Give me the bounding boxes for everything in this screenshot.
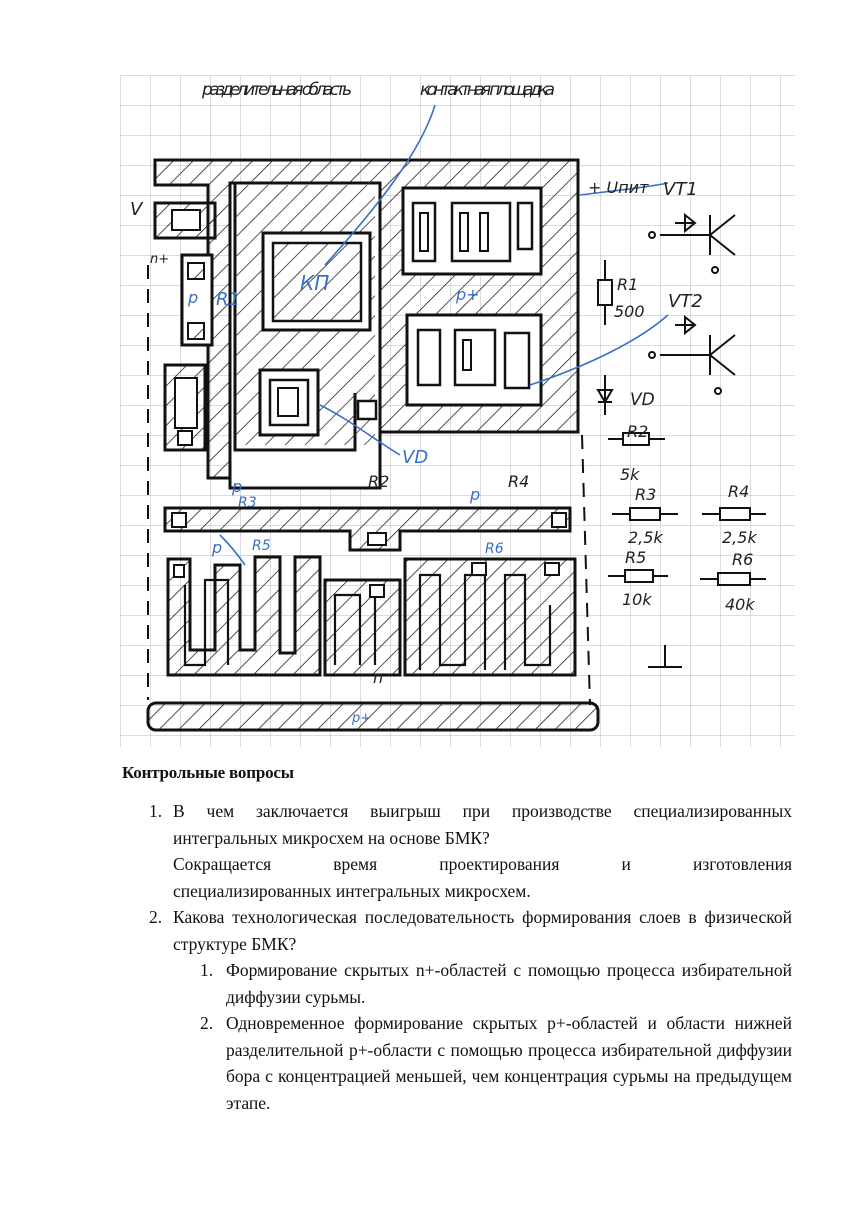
question-number: 1. — [149, 801, 163, 821]
bottom-p-plus-bar — [148, 703, 598, 730]
step-item — [173, 957, 792, 1010]
step-item — [173, 1010, 792, 1116]
label-r2: R2 — [627, 422, 649, 441]
label-n-substrate: n — [373, 668, 384, 687]
label-vd: VD — [630, 390, 655, 410]
question-item — [122, 798, 792, 904]
label-vn-left: V — [130, 199, 143, 220]
transistor-vt1-layout — [403, 188, 541, 274]
answer-line: специализированных интегральных микросхем. — [173, 880, 531, 901]
n-plus-contact — [155, 203, 215, 238]
label-p-r1: p — [188, 288, 199, 307]
layout-sketch — [120, 75, 795, 747]
label-r2-layout: R2 — [368, 472, 390, 491]
label-vt2: VT2 — [668, 291, 703, 312]
label-kp: КП — [300, 271, 330, 295]
label-vt1: VT1 — [663, 179, 698, 200]
left-resistor-contact — [165, 365, 205, 450]
step-text: Одновременное формирование скрытых p+-областей и области нижней разделительной p+-области с помощью процесса избирательной диффузии бора с концентрацией меньшей, чем концентрация сурьмы на предыдущем этапе. — [226, 1013, 792, 1113]
step-number: 2. — [200, 1013, 214, 1033]
label-r4-layout: R4 — [508, 472, 530, 491]
question-list — [122, 798, 792, 1116]
label-r3-layout: R3 — [238, 495, 257, 511]
question-text: Какова технологическая последовательность формирования слоев в физической структуре БМК? — [173, 907, 792, 954]
label-r6: R6 — [732, 550, 754, 569]
question-item — [122, 904, 792, 1116]
label-r6-value: 40k — [725, 595, 755, 614]
resistor-serpentine-middle — [325, 580, 400, 675]
label-r1-value: 500 — [614, 302, 645, 321]
step-list — [173, 957, 792, 1116]
step-number: 1. — [200, 960, 214, 980]
label-r2-value: 5k — [620, 465, 640, 484]
answer-line: Сокращается время проектирования и изготовления — [173, 854, 792, 874]
label-p-plus-vt: p+ — [456, 285, 480, 304]
question-number: 2. — [149, 907, 163, 927]
label-r4-value: 2,5k — [722, 528, 757, 547]
label-n-plus: n+ — [150, 252, 170, 267]
label-r5-value: 10k — [622, 590, 652, 609]
label-r1: R1 — [617, 275, 639, 294]
label-separation-area: разделительная область — [202, 80, 352, 100]
section-heading: Контрольные вопросы — [122, 763, 294, 782]
label-p-plus-bottom: p+ — [352, 711, 372, 726]
label-p-r3: p — [232, 477, 243, 496]
label-contact-pad: контактная площадка — [420, 80, 555, 100]
label-vpit: + Uпит — [588, 178, 649, 197]
label-r1-layout: R1 — [216, 289, 240, 310]
label-r6-layout: R6 — [485, 541, 504, 557]
resistor-serpentine-r6 — [405, 559, 575, 675]
label-r4: R4 — [728, 482, 750, 501]
questions-body — [122, 798, 792, 1116]
vd-contact — [358, 401, 376, 419]
diode-vd-layout — [260, 370, 318, 435]
step-text: Формирование скрытых n+-областей с помощью процесса избирательной диффузии сурьмы. — [226, 960, 792, 1007]
transistor-vt2-layout — [407, 315, 541, 405]
label-r5-layout: R5 — [252, 538, 271, 554]
label-r5: R5 — [625, 548, 647, 567]
label-p-r5: p — [212, 538, 223, 557]
label-vd-blue: VD — [402, 447, 429, 468]
label-r3: R3 — [635, 485, 657, 504]
question-text: В чем заключается выигрыш при производстве специализированных интегральных микросхем на основе БМК? — [173, 801, 792, 848]
label-r3-value: 2,5k — [628, 528, 663, 547]
label-p-bus: p — [470, 485, 481, 504]
